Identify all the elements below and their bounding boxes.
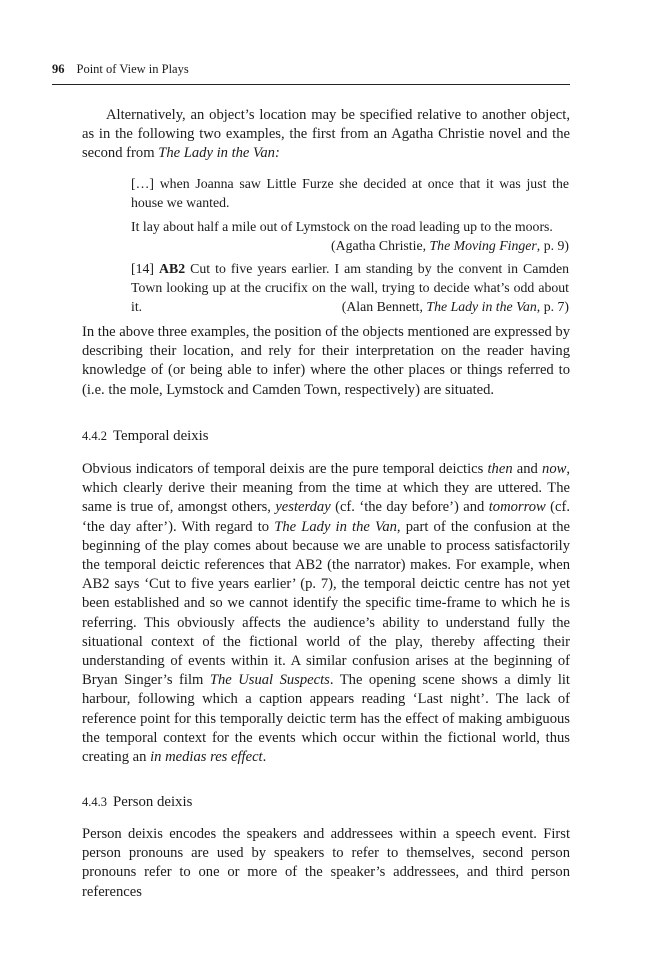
body-paragraph-temporal: Obvious indicators of temporal deixis are the pure temporal deictics then and now, which clearly derive their meaning from the time at which they are uttered. The same is true of, amongst others, yesterday (cf. ‘the day before’) and tomorrow (cf. ‘the day after’). With regard to The Lady in the Van, part of the confusion at the beginning of the play comes about because we are unable to process satisfactorily the temporal deictic references that AB2 (the narrator) makes. For example, when AB2 says ‘Cut to five years earlier’ (p. 7), the temporal deictic centre has not yet been established and so we cannot identify the specific time-frame to which he is referring. This obviously affects the audience’s ability to understand fully the situational context of the fictional world of the play, thereby affecting their understanding of events within it. A similar confusion arises at the beginning of Bryan Singer’s film The Usual Suspects. The opening scene shows a dimly lit harbour, following which a caption appears reading ‘Last night’. The lack of reference point for this temporally deictic term has the effect of making ambiguous the temporal context for the events which occur within the fictional world, thus creating an in medias res effect.: [82, 461, 571, 766]
quote-line: It lay about half a mile out of Lymstock on the road leading up to the moors.: [131, 219, 553, 234]
quote-source: (Agatha Christie, The Moving Finger, p. 9): [331, 238, 569, 253]
running-header: [52, 58, 570, 85]
body-paragraph-person: Person deixis encodes the speakers and addressees within a speech event. First person pronouns are used by speakers to refer to themselves, second person pronouns refer to one or more of the speaker’s addressees, and third person references: [82, 826, 570, 900]
quote-source: (Alan Bennett, The Lady in the Van, p. 7): [341, 299, 569, 314]
body-paragraph: In the above three examples, the position of the objects mentioned are expressed by describing their location, and rely for their interpretation on the reader having knowledge of (or being able to infer) where the other places or things referred to (i.e. the mole, Lymstock and Camden Town, respectively) are situated.: [82, 324, 570, 398]
speaker-label: AB2: [159, 261, 186, 276]
section-heading-4-4-2: 4.4.2 Temporal deixis: [82, 428, 209, 444]
page-number: 96: [52, 62, 65, 76]
intro-paragraph: Alternatively, an object’s location may be specified relative to another object, as in the following two examples, the first from an Agatha Christie novel and the second from The Lady in the Van:: [82, 107, 570, 162]
section-heading-4-4-3: 4.4.3 Person deixis: [82, 794, 193, 810]
quote-line: […] when Joanna saw Little Furze she decided at once that it was just the house we wanted.: [131, 176, 569, 210]
example-number: [14]: [131, 261, 154, 276]
block-quote-bennett: [14] AB2 Cut to five years earlier. I am standing by the convent in Camden Town looking up at the crucifix on the wall, trying to decide what’s odd about it. (Alan Bennett, The Lady in the Van, p. 7): [131, 261, 569, 314]
book-title: The Lady in the Van:: [158, 145, 280, 162]
running-title: Point of View in Plays: [76, 62, 189, 76]
block-quote-christie: [131, 174, 569, 255]
